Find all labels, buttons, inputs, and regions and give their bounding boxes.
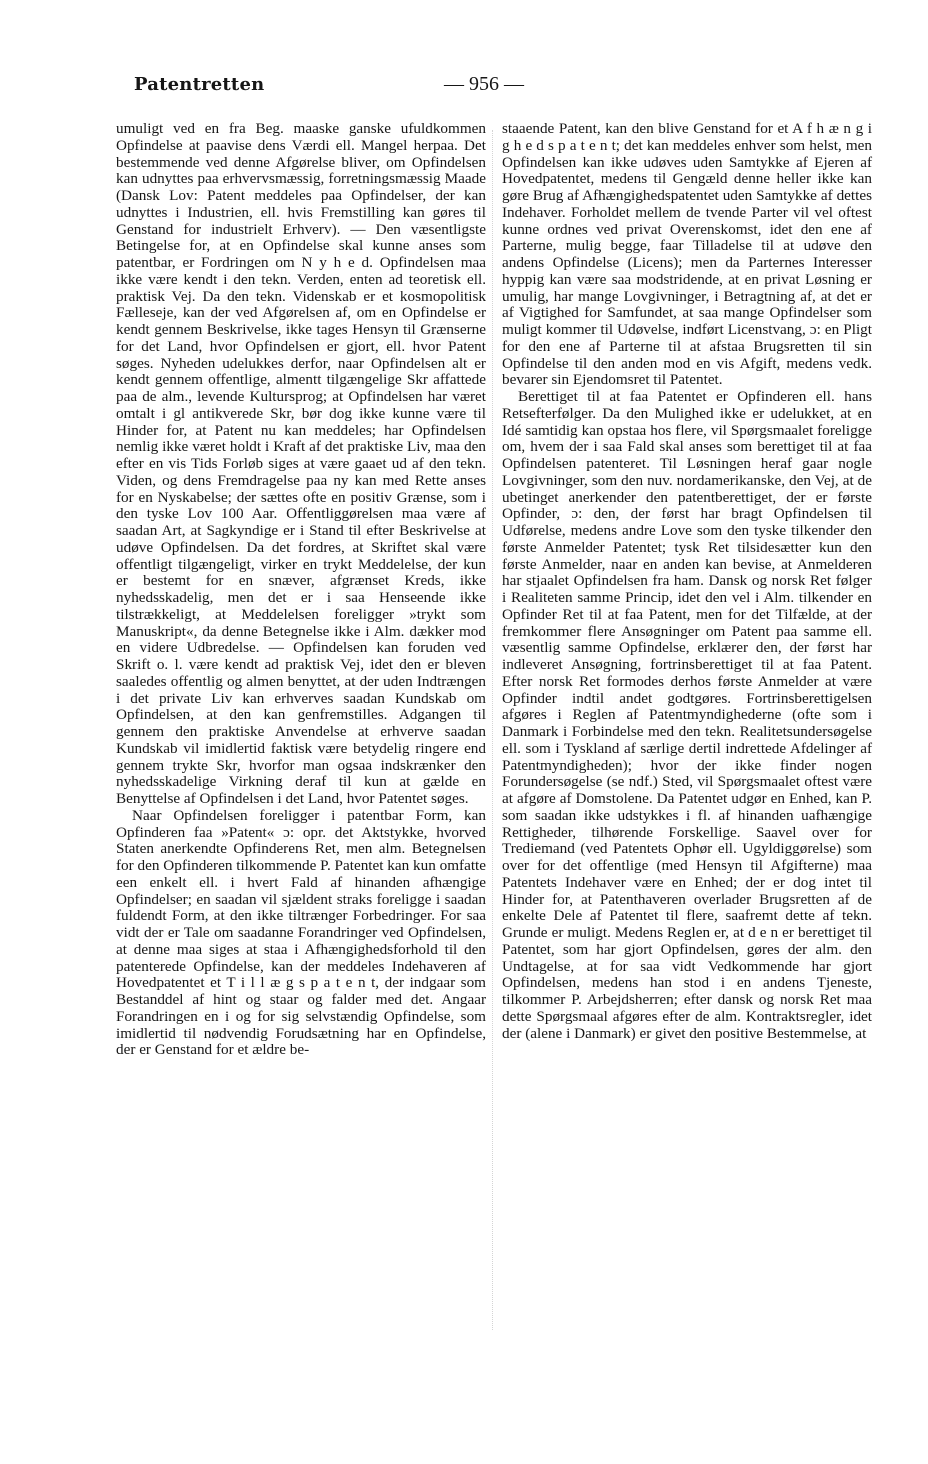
- paragraph: Berettiget til at faa Patentet er Opfinderen ell. hans Retsefterfølger. Da den Mulighed ikke er udelukket, at en Idé samtidig kan opstaa hos flere, vil Spørgsmaalet foreligge om, hvem der i saa Fald skal anses som berettiget til at faa Opfindelsen patenteret. Til Løsningen heraf gaar nogle Lovgivninger, som den nuv. nordamerikanske, den Vej, at de ubetinget anerkender den patentberettiget, der er første Opfinder, ɔ: den, der først har bragt Opfindelsen til Udførelse, medens andre Love som den tyske tilkender den første Anmelder Patentet; tysk Ret tilsidesætter kun den første Anmelder, naar en anden kan bevise, at Anmelderen har stjaalet Opfindelsen fra ham. Dansk og norsk Ret følger i Realiteten samme Princip, idet den vel i Alm. tilkender en Opfinder Ret til at faa Patent, men for det Tilfælde, at der fremkommer flere Ansøgninger om Patent paa samme ell. væsentlig samme Opfindelse, erklærer den, der først har indleveret Ansøgning, fortrinsberettiget til at faa Patent. Efter norsk Ret formodes derhos første Anmelder at være Opfinder indtil andet godtgøres. Fortrinsberettigelsen afgøres i Reglen af Patentmyndighederne (ofte som i Danmark i Forbindelse med den tekn. Realitetsundersøgelse ell. som i Tyskland af særlige dertil indrettede Afdelinger af Patentmyndigheden); hvor der ikke finder nogen Forundersøgelse (se ndf.) Sted, vil Spørgsmaalet oftest være at afgøre af Domstolene. Da Patentet udgør en Enhed, kan P. som saadan ikke udstykkes i fl. af hinanden uafhængige Rettigheder, tilhørende Forskellige. Saavel over for Trediemand (ved Patentets Ophør ell. Ugyldiggørelse) som over for det offentlige (med Hensyn til Afgifterne) maa Patentets Indehaver være en Enhed; der er dog intet til Hinder for, at Patenthaveren overlader Brugsretten af de enkelte Dele af Patentet til flere, saafremt dette af tekn. Grunde er muligt. Medens Reglen er, at d e n er berettiget til Patentet, som har gjort Opfindelsen, gøres der alm. den Undtagelse, at for saa vidt Vedkommende har gjort Opfindelsen, medens han stod i en andens Tjeneste, tilkommer P. Arbejdsherren; efter dansk og norsk Ret maa dette Spørgsmaal afgøres efter de alm. Kontraktsregler, idet der (alene i Danmark) er givet den positive Bestemmelse, at: [502, 388, 872, 1042]
- running-head: Patentretten: [134, 74, 265, 95]
- page-header: [134, 70, 894, 100]
- right-column: [502, 121, 872, 1042]
- page-number: — 956 —: [444, 73, 524, 95]
- paragraph: umuligt ved en fra Beg. maaske ganske ufuldkommen Opfindelse at paavise dens Værdi ell. Mangel herpaa. Det bestemmende ved denne Afgørelse bliver, om Opfindelsen kan udnyttes paa erhvervsmæssig, forretningsmæssig Maade (Dansk Lov: Patent meddeles paa Opfindelser, der kan udnyttes i Industrien, ell. hvis Fremstilling kan gøres til Genstand for industrielt Erhverv). — Den væsentligste Betingelse for, at en Opfindelse skal kunne anses som patentbar, er Fordringen om N y h e d. Opfindelsen maa ikke være kendt i den tekn. Verden, enten ad teoretisk ell. praktisk Vej. Da den tekn. Videnskab er et kosmopolitisk Fælleseje, kan der ved Afgørelsen af, om en Opfindelse er kendt gennem Beskrivelse, ikke tages Hensyn til Grænserne for det Land, hvor Opfindelsen er gjort, ell. hvor Patent søges. Nyheden udelukkes derfor, naar Opfindelsen alt er kendt gennem offentlige, almentt tilgængelige Skr affattede paa de alm., levende Kultursprog; at Opfindelsen har været omtalt i gl antikverede Skr, bør dog ikke kunne være til Hinder for, at Patent nu kan meddeles; har Opfindelsen nemlig ikke været holdt i Kraft af det praktiske Liv, maa den efter en vis Tids Forløb siges at være gaaet ud af den tekn. Viden, og dens Fremdragelse paa ny kan med Rette anses for en Nyskabelse; der sættes ofte en positiv Grænse, som i den tyske Lov 100 Aar. Offentliggørelsen maa være af saadan Art, at Sagkyndige er i Stand til efter Beskrivelse at udøve Opfindelsen. Da det fordres, at Skriftet skal være offentligt tilgængeligt, virker en trykt Meddelelse, der kun er bestemt for en snæver, afgrænset Kreds, ikke nyhedsskadelig, men det er i saa Henseende ikke tilstrækkeligt, at Meddelelsen foreligger »trykt som Manuskript«, da denne Betegnelse ikke i Alm. dækker mod en videre Udbredelse. — Opfindelsen kan foruden ved Skrift o. l. være kendt ad praktisk Vej, idet den er bleven saaledes offentlig og almen benyttet, at der uden Indtrængen i det private Liv kan erhverves saadan Kundskab om Opfindelsen, at den kan genfremstilles. Adgangen til gennem den praktiske Anvendelse at erhverve saadan Kundskab vil imidlertid faktisk være betydelig ringere end gennem trykte Skr, hvorfor man ogsaa indskrænker den nyhedsskadelige Virkning deraf til kun at gælde en Benyttelse af Opfindelsen i det Land, hvor Patentet søges.: [116, 120, 486, 807]
- column-divider: [492, 130, 493, 1330]
- left-column: [116, 121, 486, 1059]
- paragraph: Naar Opfindelsen foreligger i patentbar Form, kan Opfinderen faa »Patent« ɔ: opr. det Aktstykke, hvorved Staten anerkendte Opfinderens Ret, men alm. Betegnelsen for den Opfinderen tilkommende P. Patentet kan kun omfatte een enkelt ell. i hvert Fald af hinanden afhængige Opfindelser; en saadan vil sjældent straks foreligge i saadan fuldendt Form, at den ikke tiltrænger Forbedringer. For saa vidt der er Tale om saadanne Forandringer ved Opfindelsen, at denne maa siges at staa i Afhængighedsforhold til den patenterede Opfindelse, kan der meddeles Indehaveren af Hovedpatentet et T i l l æ g s p a t e n t, der indgaar som Bestanddel af hint og staar og falder med det. Angaar Forandringen en i og for sig selvstændig Opfindelse, som imidlertid til nødvendig Forudsætning har en Opfindelse, der er Genstand for et ældre be-: [116, 806, 486, 1059]
- paragraph: staaende Patent, kan den blive Genstand for et A f h æ n g i g h e d s p a t e n t; det kan meddeles enhver som helst, men Opfindelsen kan ikke udøves uden Samtykke af Ejeren af Hovedpatentet, medens til Gengæld denne heller ikke kan gøre Brug af Afhængighedspatentet uden Samtykke af dettes Indehaver. Forholdet mellem de tvende Parter vil vel oftest kunne ordnes ved privat Overenskomst, idet den ene af Parterne, mulig begge, faar Tilladelse til at udøve den andens Opfindelse (Licens); men da Parternes Interesser hyppig kan være saa modstridende, at en privat Løsning er umulig, har mange Lovgivninger, i Betragtning af, at det er af Vigtighed for Samfundet, at saa mange Opfindelser som muligt kommer til Udøvelse, indført Licenstvang, ɔ: en Pligt for den ene af Parterne til at afstaa Brugsretten til sin Opfindelse til den anden mod en vis Afgift, medens vedk. bevarer sin Ejendomsret til Patentet.: [502, 120, 872, 389]
